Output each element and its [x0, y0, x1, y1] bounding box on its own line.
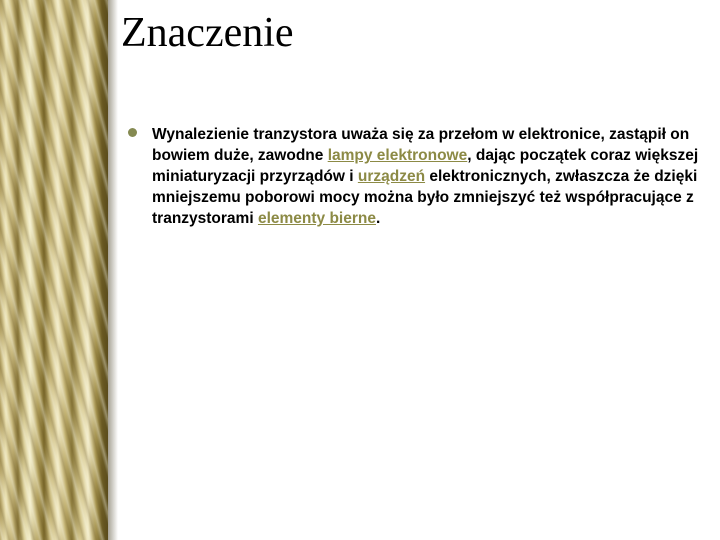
bullet-text-segment: , dając początek coraz większej miniaturyzacji przyrządów i	[152, 147, 699, 185]
bullet-text-segment: elektronicznych, zwłaszcza że dzięki mniejszemu poborowi mocy można było zmniejszyć też współpracujące z tranzystorami	[152, 168, 698, 227]
border-shadow	[108, 0, 118, 540]
link-elementy-bierne[interactable]: elementy bierne	[257, 210, 376, 227]
link-lampy-elektronowe[interactable]: lampy elektronowe	[327, 147, 468, 164]
bullet-text-segment: Wynalezienie tranzystora uważa się za przełom w elektronice, zastąpił on bowiem duże, zawodne	[152, 126, 690, 164]
link-urzadzen[interactable]: urządzeń	[357, 168, 426, 185]
gold-column-border	[0, 0, 108, 540]
slide-title: Znaczenie	[121, 10, 294, 56]
bullet-item	[128, 124, 708, 229]
bullet-dot-icon	[128, 128, 137, 137]
bullet-text	[152, 124, 708, 229]
bullet-text-segment: .	[375, 210, 381, 227]
